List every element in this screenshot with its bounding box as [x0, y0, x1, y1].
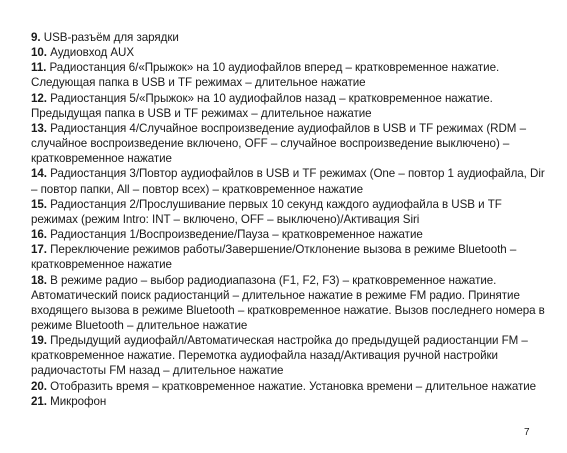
- item-text: Радиостанция 2/Прослушивание первых 10 секунд каждого аудиофайла в USB и TF режимах (режим Intro: INT – включено, OFF – выключено)/Активация Siri: [31, 197, 502, 226]
- item-number: 21.: [31, 394, 47, 408]
- item-number: 11.: [31, 61, 47, 75]
- list-item-11: [31, 60, 551, 90]
- manual-controls-list: [31, 30, 551, 409]
- item-text: Радиостанция 6/«Прыжок» на 10 аудиофайлов вперед – кратковременное нажатие. Следующая папка в USB и TF режимах – длительное нажатие: [31, 61, 500, 90]
- list-item-9: [31, 30, 551, 45]
- list-item-16: [31, 227, 551, 242]
- item-number: 13.: [31, 121, 47, 135]
- list-item-19: [31, 333, 551, 378]
- item-text: Микрофон: [50, 394, 107, 408]
- item-number: 19.: [31, 334, 47, 348]
- list-item-10: [31, 45, 551, 60]
- item-text: Радиостанция 5/«Прыжок» на 10 аудиофайлов назад – кратковременное нажатие. Предыдущая папка в USB и TF режимах – длительное нажатие: [31, 91, 493, 120]
- item-text: В режиме радио – выбор радиодиапазона (F1, F2, F3) – кратковременное нажатие. Автоматический поиск радиостанций – длительное нажатие в режиме FM радио. Принятие входящего вызова в режиме Bluetooth – кратковременное нажатие. Вызов последнего номера в режиме Bluetooth – длительное нажатие: [31, 273, 545, 332]
- item-text: Радиостанция 1/Воспроизведение/Пауза – кратковременное нажатие: [50, 228, 423, 242]
- item-number: 15.: [31, 197, 47, 211]
- list-item-18: [31, 273, 551, 334]
- item-number: 20.: [31, 379, 47, 393]
- item-text: USB-разъём для зарядки: [43, 31, 179, 44]
- item-text: Отобразить время – кратковременное нажатие. Установка времени – длительное нажатие: [50, 379, 537, 393]
- list-item-12: [31, 91, 551, 121]
- item-text: Радиостанция 4/Случайное воспроизведение аудиофайлов в USB и TF режимах (RDM – случайное воспроизведение включено, OFF – случайное воспроизведение выключено) – кратковременное нажатие: [31, 121, 526, 166]
- item-number: 12.: [31, 91, 47, 105]
- item-number: 17.: [31, 243, 47, 257]
- item-text: Радиостанция 3/Повтор аудиофайлов в USB и TF режимах (One – повтор 1 аудиофайла, Dir – повтор папки, All – повтор всех) – кратковременное нажатие: [31, 167, 545, 196]
- item-text: Аудиовход AUX: [50, 46, 135, 60]
- item-number: 10.: [31, 46, 47, 60]
- item-text: Переключение режимов работы/Завершение/Отклонение вызова в режиме Bluetooth – кратковременное нажатие: [31, 243, 517, 272]
- list-item-21: [31, 394, 551, 409]
- list-item-15: [31, 197, 551, 227]
- list-item-17: [31, 242, 551, 272]
- page-number: 7: [524, 427, 530, 438]
- item-number: 14.: [31, 167, 47, 181]
- item-number: 9.: [31, 31, 41, 44]
- item-text: Предыдущий аудиофайл/Автоматическая настройка до предыдущей радиостанции FM – кратковременное нажатие. Перемотка аудиофайла назад/Активация ручной настройки радиочастоты FM назад – длительное нажатие: [31, 334, 528, 378]
- list-item-13: [31, 121, 551, 166]
- item-number: 16.: [31, 228, 47, 242]
- item-number: 18.: [31, 273, 47, 287]
- list-item-14: [31, 166, 551, 196]
- list-item-20: [31, 379, 551, 394]
